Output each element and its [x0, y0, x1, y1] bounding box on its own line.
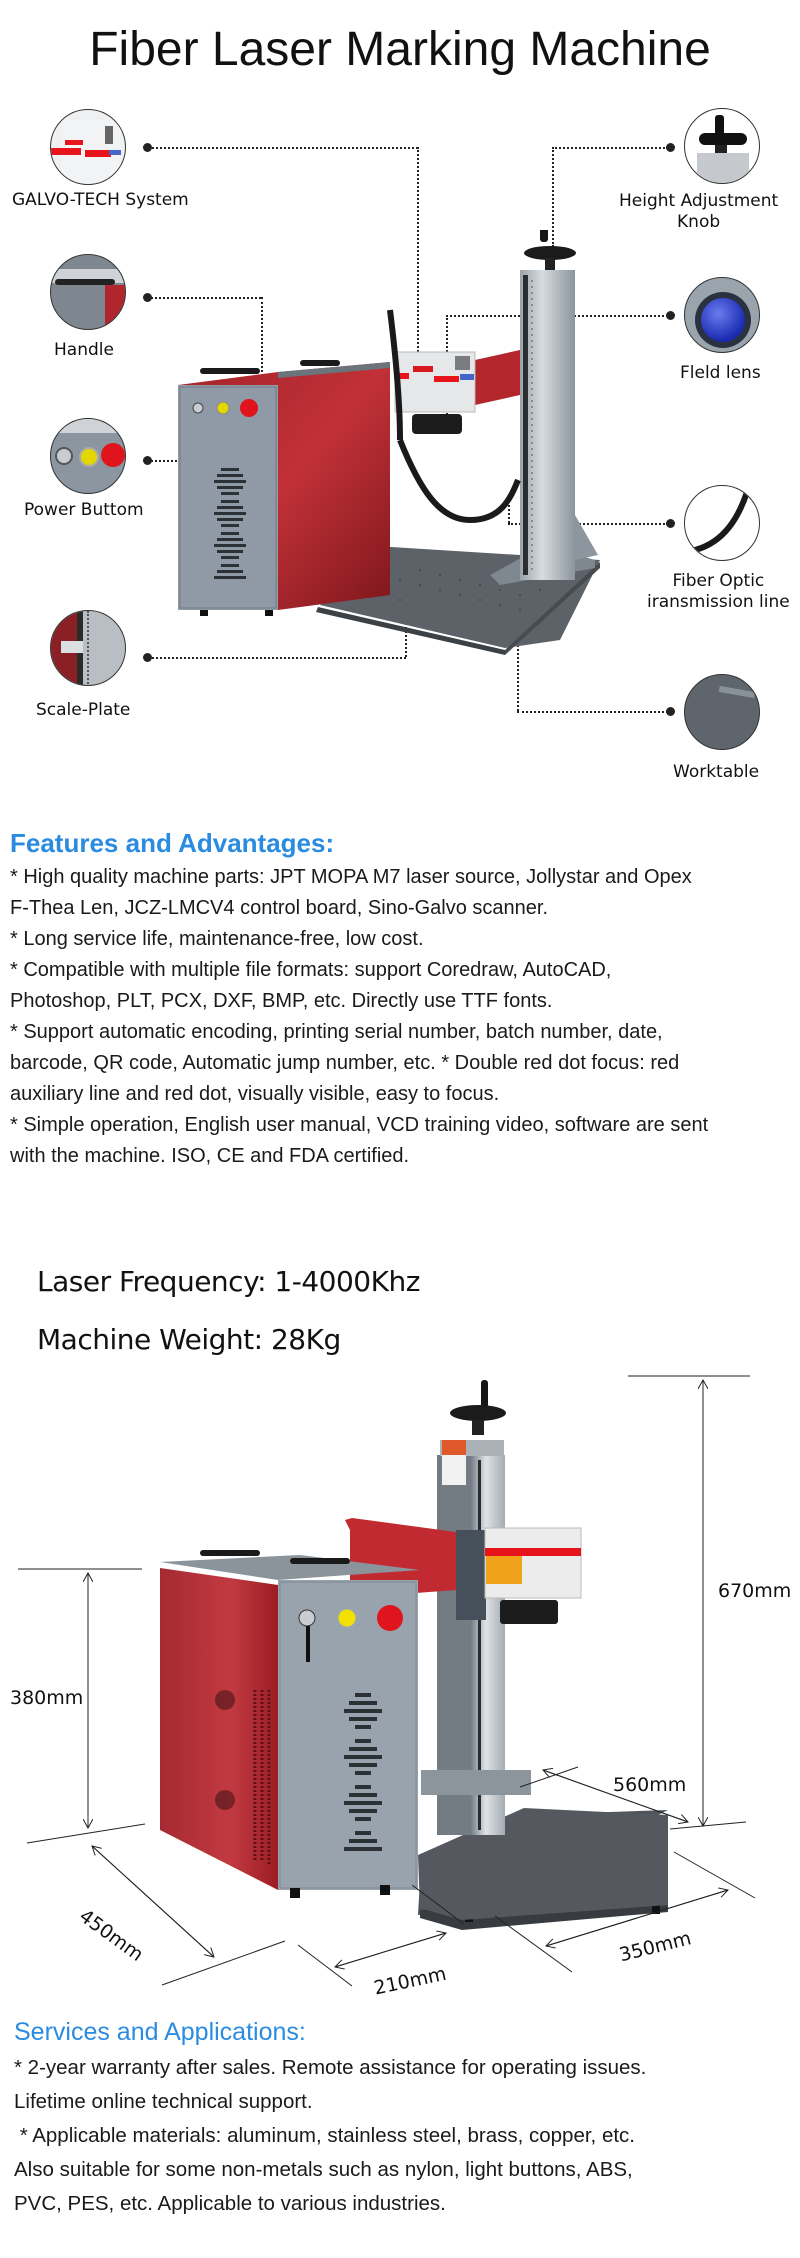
dimension-cabinet-height: 380mm: [10, 1687, 84, 1709]
features-line: * Support automatic encoding, printing serial number, batch number, date,: [10, 1021, 663, 1043]
services-line: * 2-year warranty after sales. Remote assistance for operating issues.: [14, 2056, 647, 2079]
callout-label-knob-line2: Knob: [677, 212, 721, 232]
worktable-icon: [684, 674, 760, 750]
connector-line: [148, 147, 418, 149]
services-list: [14, 2051, 784, 2221]
handle-icon: [50, 254, 126, 330]
features-line: * High quality machine parts: JPT MOPA M7 laser source, Jollystar and Opex: [10, 866, 692, 888]
fiber-cable-icon: [684, 485, 760, 561]
callout-label-power: Power Buttom: [24, 500, 144, 520]
services-line: PVC, PES, etc. Applicable to various industries.: [14, 2192, 446, 2215]
dimension-cabinet-depth: 450mm: [75, 1905, 148, 1966]
services-heading: Services and Applications:: [14, 2018, 306, 2046]
connector-line: [552, 147, 668, 149]
callout-label-fiber-line1: Fiber Optic: [672, 571, 765, 591]
spec-laser-frequency: Laser Frequency: 1-4000Khz: [37, 1265, 420, 1298]
dimension-worktable-width: 350mm: [617, 1927, 694, 1967]
services-line: Lifetime online technical support.: [14, 2090, 313, 2113]
services-line: Also suitable for some non-metals such as nylon, light buttons, ABS,: [14, 2158, 633, 2181]
connector-line: [517, 711, 668, 713]
features-line: auxiliary line and red dot, visually visible, easy to focus.: [10, 1083, 500, 1105]
galvo-head-icon: [50, 109, 126, 185]
lens-icon: [684, 277, 760, 353]
callout-label-knob-line1: Height Adjustment: [619, 191, 779, 211]
callout-label-handle: Handle: [54, 340, 114, 360]
dimension-worktable-depth: 560mm: [613, 1774, 687, 1796]
callout-label-knob: [619, 191, 778, 233]
callout-label-fiber-line2: iransmission line: [647, 592, 790, 612]
features-line: barcode, QR code, Automatic jump number, etc. * Double red dot focus: red: [10, 1052, 680, 1074]
callout-label-fiber: [647, 571, 790, 613]
dimension-cabinet-width: 210mm: [372, 1962, 449, 2000]
features-line: F-Thea Len, JCZ-LMCV4 control board, Sino-Galvo scanner.: [10, 897, 549, 919]
features-line: * Simple operation, English user manual, VCD training video, software are sent: [10, 1114, 709, 1136]
scale-plate-icon: [50, 610, 126, 686]
knob-icon: [684, 108, 760, 184]
features-line: Photoshop, PLT, PCX, DXF, BMP, etc. Directly use TTF fonts.: [10, 990, 553, 1012]
features-list: [10, 862, 780, 1172]
services-line: * Applicable materials: aluminum, stainless steel, brass, copper, etc.: [14, 2124, 635, 2147]
power-button-icon: [50, 418, 126, 494]
features-heading: Features and Advantages:: [10, 828, 335, 858]
features-line: * Compatible with multiple file formats: support Coredraw, AutoCAD,: [10, 959, 612, 981]
callout-label-lens: Fleld lens: [680, 363, 761, 383]
features-line: with the machine. ISO, CE and FDA certified.: [10, 1145, 410, 1167]
callout-label-scale-plate: Scale-Plate: [36, 700, 131, 720]
machine-dimension-illustration: [0, 1370, 800, 1990]
callout-label-galvo: GALVO-TECH System: [12, 190, 189, 210]
page-title: Fiber Laser Marking Machine: [89, 23, 711, 76]
callout-label-worktable: Worktable: [673, 762, 760, 782]
dimension-total-height: 670mm: [718, 1580, 792, 1602]
features-line: * Long service life, maintenance-free, low cost.: [10, 928, 424, 950]
laser-machine-illustration: [170, 230, 610, 670]
spec-machine-weight: Machine Weight: 28Kg: [37, 1323, 341, 1356]
